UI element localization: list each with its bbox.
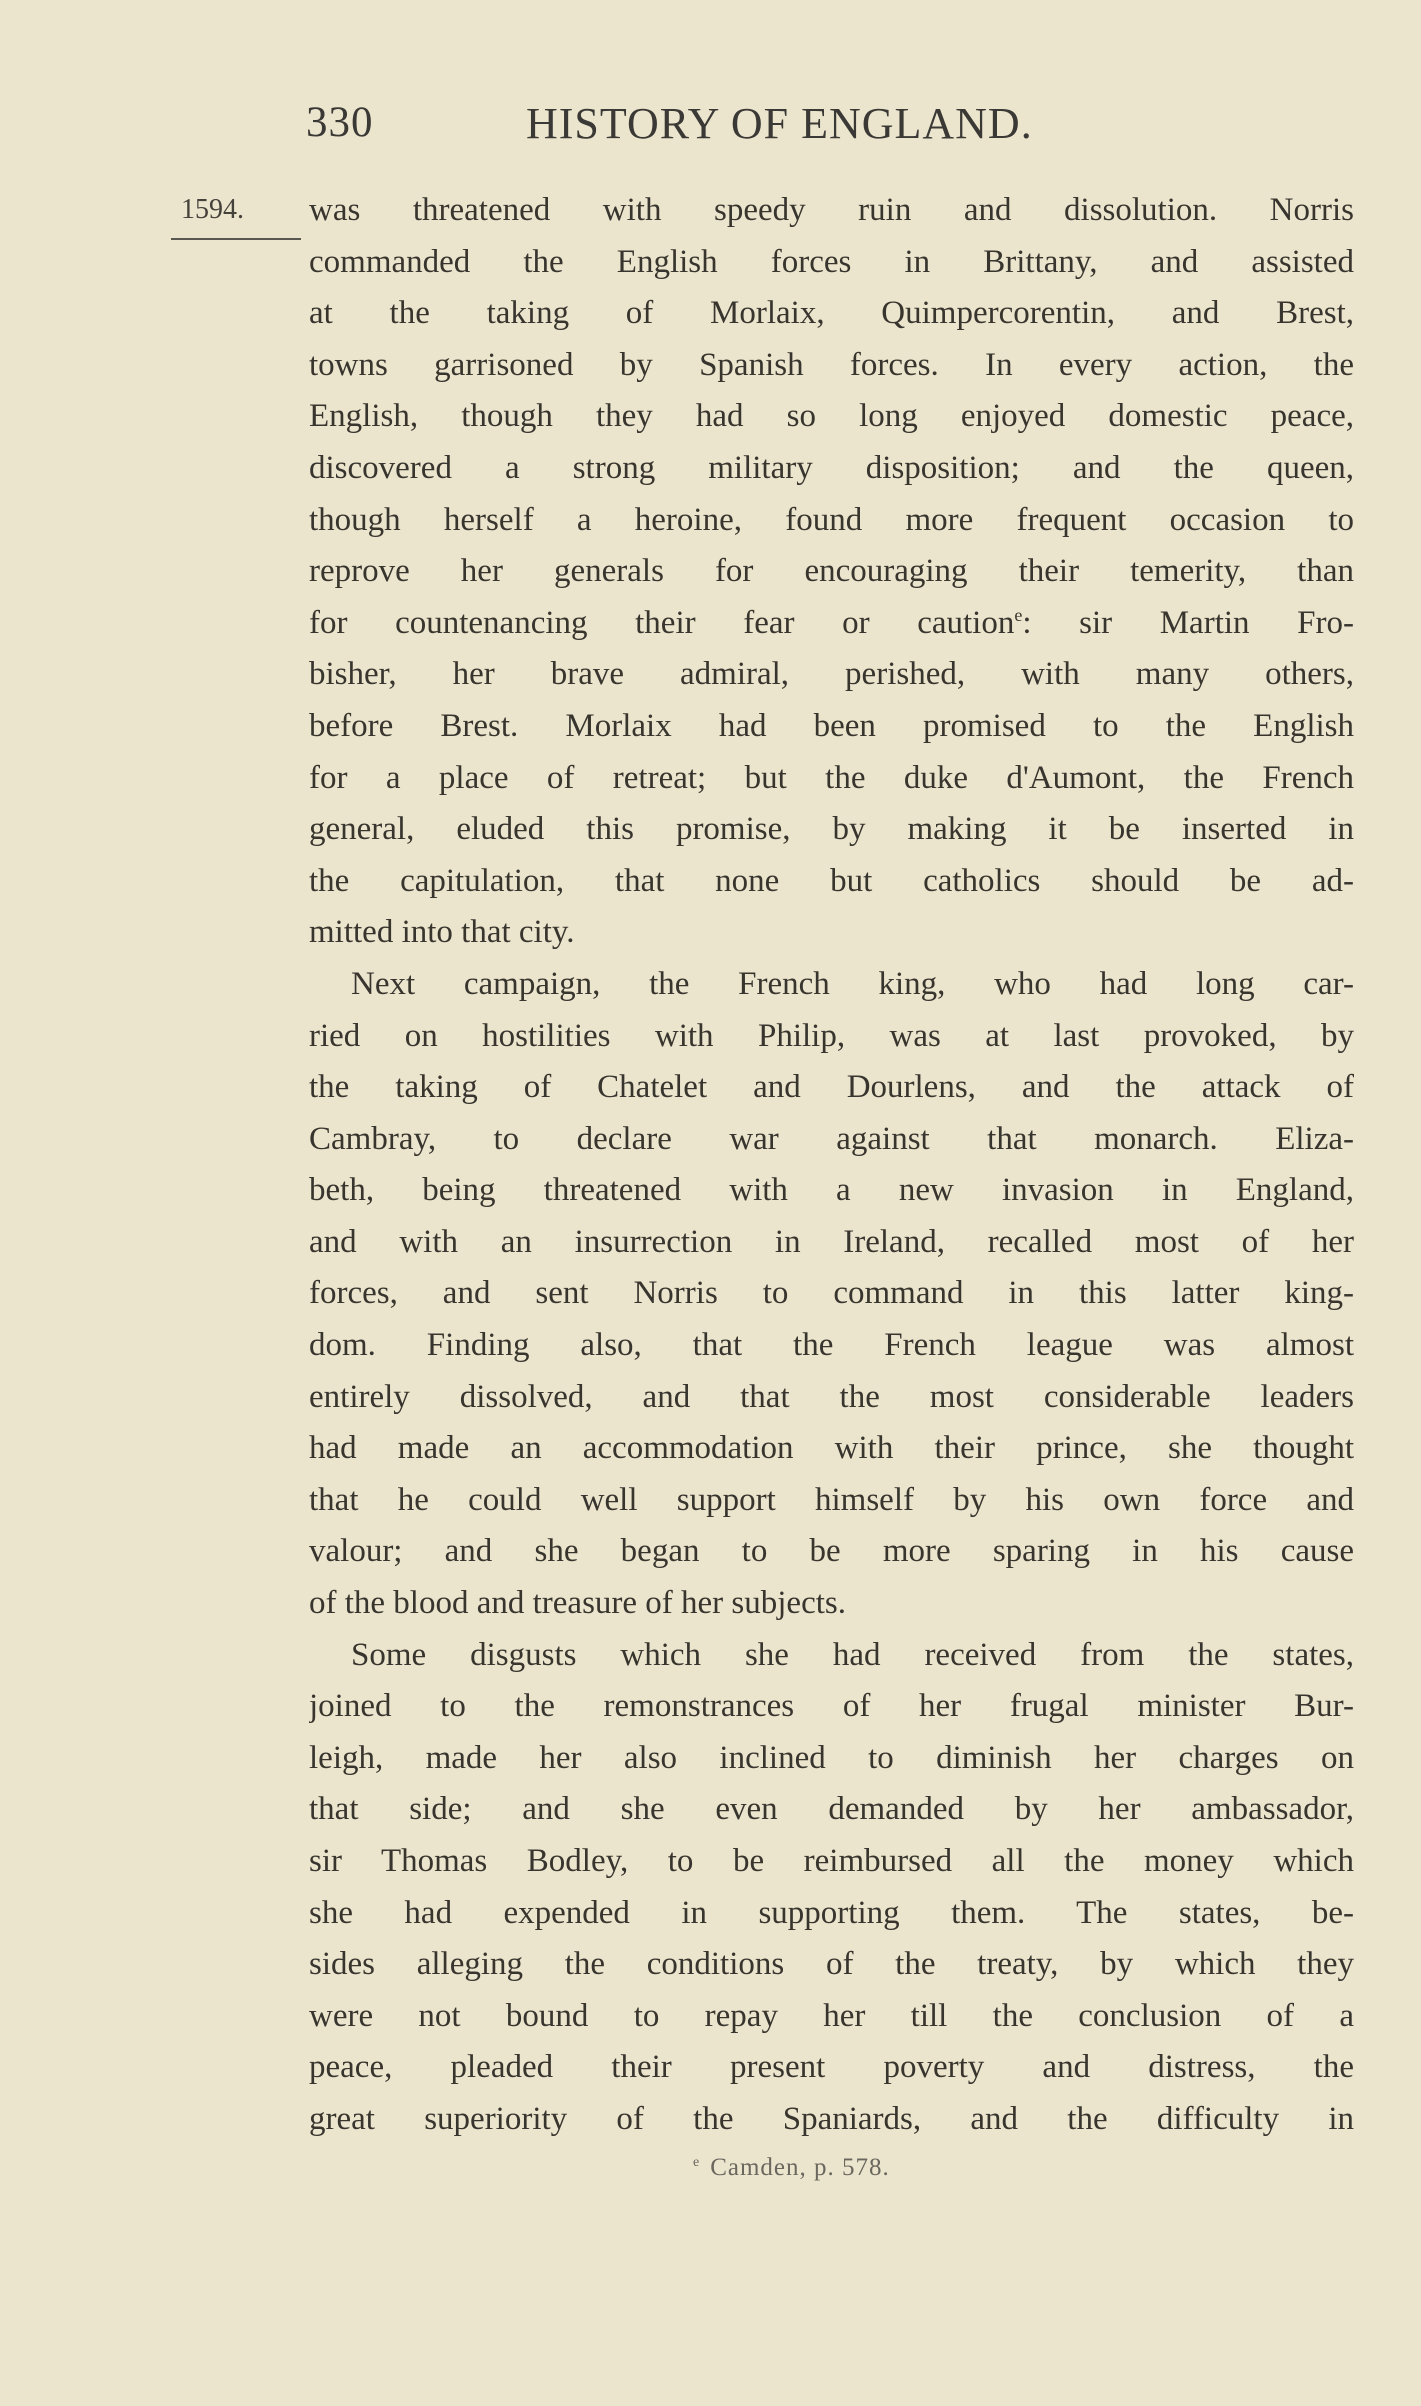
text-fragment: : sir Martin Fro- xyxy=(1022,604,1354,641)
text-line: and with an insurrection in Ireland, recalled most of her xyxy=(309,1223,1354,1260)
text-line: leigh, made her also inclined to diminish her charges on xyxy=(309,1739,1354,1776)
text-line: bisher, her brave admiral, perished, with many others, xyxy=(309,656,1354,693)
text-fragment: for countenancing their fear or caution xyxy=(309,604,1015,641)
text-line: great superiority of the Spaniards, and the difficulty in xyxy=(309,2100,1354,2137)
text-line: Some disgusts which she had received from the states, xyxy=(351,1636,1354,1673)
margin-rule xyxy=(171,238,301,240)
footnote-reference: e xyxy=(1014,604,1023,625)
text-line: the taking of Chatelet and Dourlens, and the attack of xyxy=(309,1069,1354,1106)
running-title: HISTORY OF ENGLAND. xyxy=(526,99,1033,148)
body-text xyxy=(309,185,1354,2146)
footnote xyxy=(693,2154,890,2182)
text-line: reprove her generals for encouraging their temerity, than xyxy=(309,553,1354,590)
text-line: forces, and sent Norris to command in this latter king- xyxy=(309,1275,1354,1312)
text-line: that he could well support himself by his own force and xyxy=(309,1481,1354,1518)
footnote-marker: e xyxy=(693,2154,701,2170)
text-line: general, eluded this promise, by making it be inserted in xyxy=(309,811,1354,848)
text-line: for a place of retreat; but the duke d'Aumont, the French xyxy=(309,759,1354,796)
text-line: English, though they had so long enjoyed domestic peace, xyxy=(309,398,1354,435)
text-line: before Brest. Morlaix had been promised to the English xyxy=(309,707,1354,744)
page-number: 330 xyxy=(306,99,374,146)
text-line: sir Thomas Bodley, to be reimbursed all the money which xyxy=(309,1843,1354,1879)
text-line: mitted into that city. xyxy=(309,914,575,951)
text-line: sides alleging the conditions of the treaty, by which they xyxy=(309,1946,1354,1983)
text-line: was threatened with speedy ruin and dissolution. Norris xyxy=(309,192,1354,228)
text-line: ried on hostilities with Philip, was at last provoked, by xyxy=(309,1017,1354,1054)
footnote-text: Camden, p. 578. xyxy=(710,2154,890,2181)
text-line: she had expended in supporting them. The states, be- xyxy=(309,1894,1354,1931)
text-line: entirely dissolved, and that the most considerable leaders xyxy=(309,1378,1354,1415)
text-line: towns garrisoned by Spanish forces. In every action, the xyxy=(309,346,1354,383)
text-line: that side; and she even demanded by her ambassador, xyxy=(309,1791,1354,1828)
text-line: though herself a heroine, found more frequent occasion to xyxy=(309,501,1354,538)
text-line: at the taking of Morlaix, Quimpercorentin, and Brest, xyxy=(309,295,1354,332)
text-line: commanded the English forces in Brittany, and assisted xyxy=(309,243,1354,280)
text-line: valour; and she began to be more sparing in his cause xyxy=(309,1533,1354,1570)
text-line: Next campaign, the French king, who had long car- xyxy=(351,965,1354,1002)
page-header xyxy=(300,98,1140,158)
margin-year: 1594. xyxy=(181,194,244,225)
text-line: were not bound to repay her till the conclusion of a xyxy=(309,1997,1354,2034)
text-line-with-footnote xyxy=(309,598,1354,650)
text-line: the capitulation, that none but catholics should be ad- xyxy=(309,862,1354,899)
text-line: joined to the remonstrances of her frugal minister Bur- xyxy=(309,1688,1354,1725)
text-line: of the blood and treasure of her subjects. xyxy=(309,1585,846,1622)
text-line: dom. Finding also, that the French league was almost xyxy=(309,1327,1354,1364)
text-line: peace, pleaded their present poverty and distress, the xyxy=(309,2049,1354,2086)
text-line: Cambray, to declare war against that monarch. Eliza- xyxy=(309,1120,1354,1157)
text-line: had made an accommodation with their prince, she thought xyxy=(309,1430,1354,1467)
text-line: beth, being threatened with a new invasion in England, xyxy=(309,1172,1354,1209)
text-line: discovered a strong military disposition; and the queen, xyxy=(309,449,1354,486)
